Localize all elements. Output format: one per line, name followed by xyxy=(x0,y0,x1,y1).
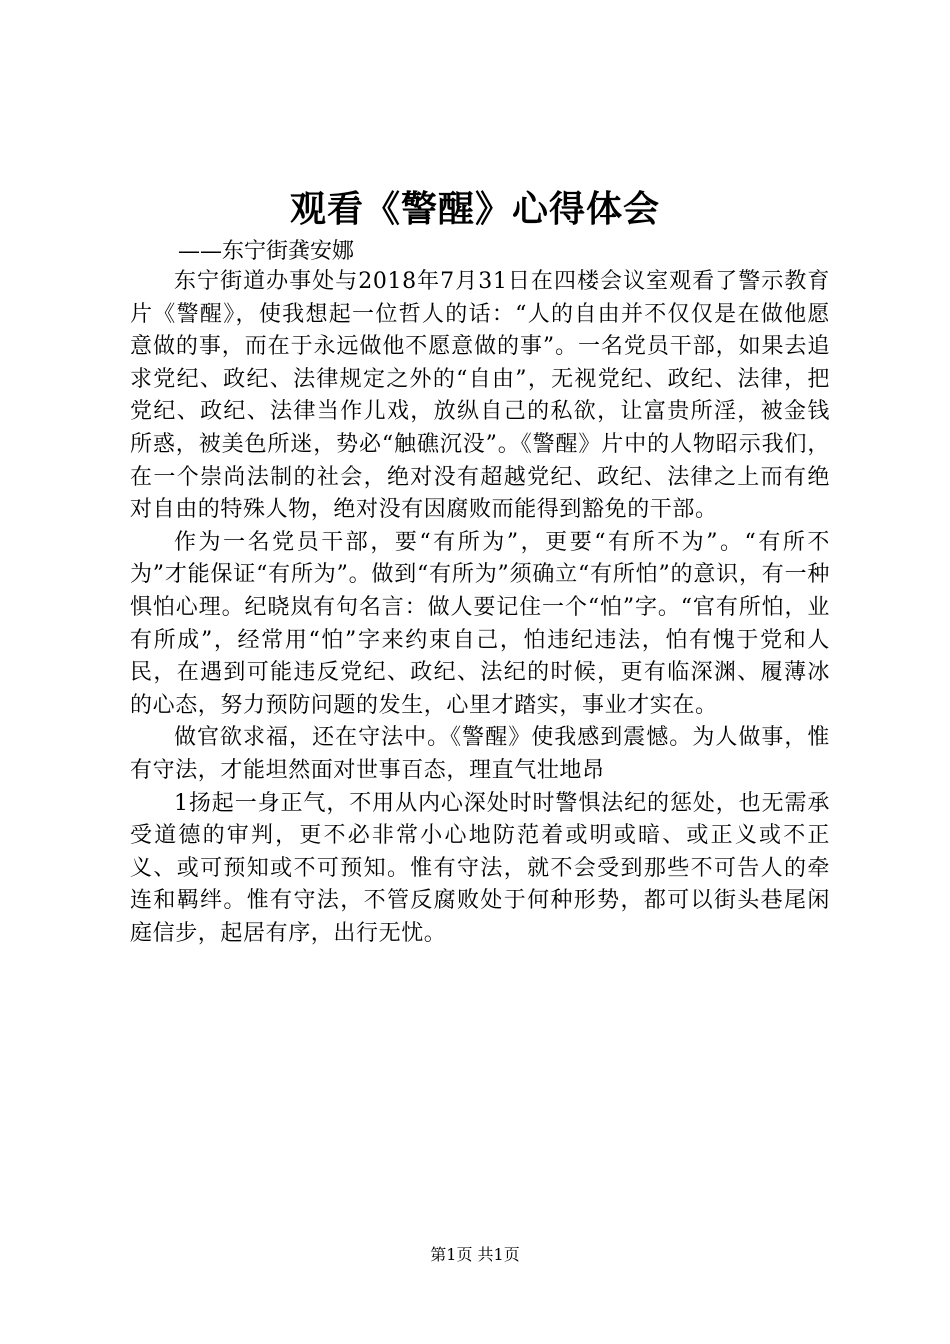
paragraph: 1扬起一身正气，不用从内心深处时时警惧法纪的惩处，也无需承受道德的审判，更不必非常小心地防范着或明或暗、或正义或不正义、或可预知或不可预知。惟有守法，就不会受到那些不可告人的牵连和羁绊。惟有守法，不管反腐败处于何种形势，都可以街头巷尾闲庭信步，起居有序，出行无忧。 xyxy=(130,790,830,946)
paragraph: 做官欲求福，还在守法中。《警醒》使我感到震憾。为人做事，惟有守法，才能坦然面对世事百态，理直气壮地昂 xyxy=(130,725,830,783)
document-body xyxy=(130,266,830,950)
paragraph: 东宁街道办事处与2018年7月31日在四楼会议室观看了警示教育片《警醒》，使我想起一位哲人的话：“人的自由并不仅仅是在做他愿意做的事，而在于永远做他不愿意做的事”。一名党员干部，如果去追求党纪、政纪、法律规定之外的“自由”，无视党纪、政纪、法律，把党纪、政纪、法律当作儿戏，放纵自己的私欲，让富贵所淫，被金钱所惑，被美色所迷，势必“触礁沉没”。《警醒》片中的人物昭示我们，在一个崇尚法制的社会，绝对没有超越党纪、政纪、法律之上而有绝对自由的特殊人物，绝对没有因腐败而能得到豁免的干部。 xyxy=(130,269,830,523)
author-line: ——东宁街龚安娜 xyxy=(178,239,355,264)
document-title: 观看《警醒》心得体会 xyxy=(289,188,660,230)
paragraph: 作为一名党员干部，要“有所为”，更要“有所不为”。“有所不为”才能保证“有所为”。做到“有所为”须确立“有所怕”的意识，有一种惧怕心理。纪晓岚有句名言：做人要记住一个“怕”字。“官有所怕，业有所成”，经常用“怕”字来约束自己，怕违纪违法，怕有愧于党和人民，在遇到可能违反党纪、政纪、法纪的时候，更有临深渊、履薄冰的心态，努力预防问题的发生，心里才踏实，事业才实在。 xyxy=(130,529,830,718)
page-footer: 第1页 共1页 xyxy=(430,1245,520,1264)
